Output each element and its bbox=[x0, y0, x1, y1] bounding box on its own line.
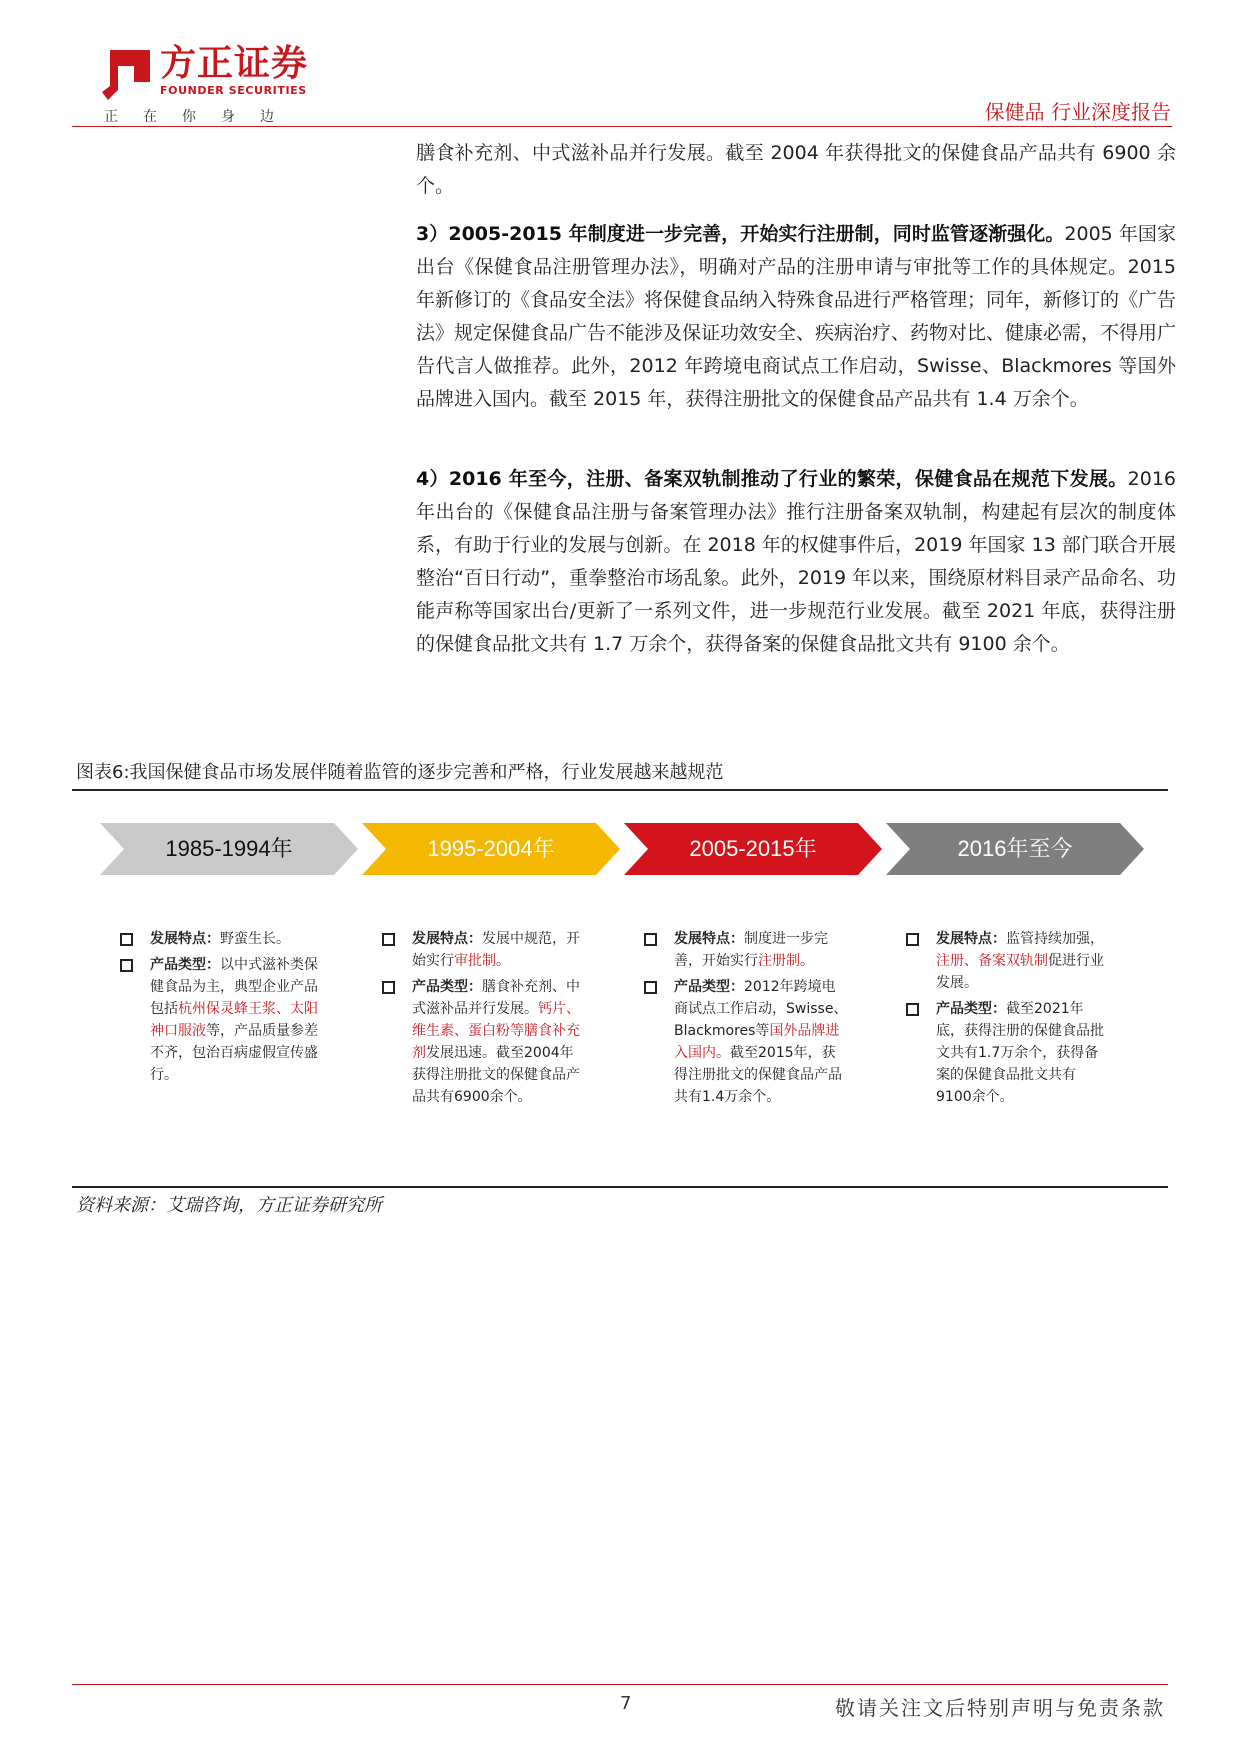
bullet-text: 制度进一步完善，开始实行 bbox=[674, 931, 828, 969]
bullet-text: 膳食补充剂、中式滋补品并行发展。 bbox=[412, 979, 580, 1017]
figure-source: 资料来源：艾瑞咨询，方正证券研究所 bbox=[76, 1195, 382, 1216]
paragraph-2016-now bbox=[416, 463, 1176, 661]
bullet-label: 发展特点： bbox=[150, 931, 220, 947]
checkbox-bullet-icon bbox=[382, 933, 395, 946]
brand-slogan: 正在你身边 bbox=[104, 109, 299, 125]
brand-name-en: FOUNDER SECURITIES bbox=[160, 84, 307, 97]
paragraph-continuation: 膳食补充剂、中式滋补品并行发展。截至 2004 年获得批文的保健食品产品共有 6900 余个。 bbox=[416, 142, 1176, 197]
bullet-highlight: 杭州保灵蜂王浆、太阳神口服液 bbox=[150, 1001, 318, 1039]
checkbox-bullet-icon bbox=[120, 959, 133, 972]
timeline-column-2 bbox=[382, 928, 587, 1112]
bullet-label: 发展特点： bbox=[412, 931, 482, 947]
bullet-product-type bbox=[382, 976, 587, 1108]
founder-logo-icon bbox=[100, 48, 158, 100]
timeline-column-3 bbox=[644, 928, 849, 1112]
header-divider bbox=[72, 126, 1172, 127]
bullet-dev-feature bbox=[382, 928, 587, 972]
figure-top-rule bbox=[72, 789, 1168, 791]
bullet-text: 监管持续加强， bbox=[1006, 931, 1104, 947]
paragraph-text: 2005 年国家出台《保健食品注册管理办法》，明确对产品的注册申请与审批等工作的具体规定。2015 年新修订的《食品安全法》将保健食品纳入特殊食品进行严格管理；同年，新修订的《广告法》规定保健食品广告不能涉及保证功效安全、疾病治疗、药物对比、健康必需，不得用广告代言人做推荐。此外，2012 年跨境电商试点工作启动，Swisse、Blackmores 等国外品牌进入国内。截至 2015 年，获得注册批文的保健食品产品共有 1.4 万余个。 bbox=[416, 223, 1177, 410]
bullet-highlight: 审批制 bbox=[454, 953, 496, 969]
bullet-dev-feature bbox=[644, 928, 849, 972]
checkbox-bullet-icon bbox=[382, 981, 395, 994]
bullet-dev-feature bbox=[906, 928, 1111, 994]
bullet-text: 发展迅速。截至2004年获得注册批文的保健食品产品共有6900余个。 bbox=[412, 1045, 580, 1105]
bullet-text: 野蛮生长。 bbox=[220, 931, 290, 947]
bullet-text: 2012年跨境电商试点工作启动，Swisse、Blackmores等 bbox=[674, 979, 848, 1039]
bullet-product-type bbox=[906, 998, 1111, 1108]
paragraph-heading: 3）2005-2015 年制度进一步完善，开始实行注册制，同时监管逐渐强化。 bbox=[416, 223, 1065, 245]
bullet-text: 。 bbox=[496, 953, 510, 969]
bullet-label: 产品类型： bbox=[150, 957, 220, 973]
footer-divider bbox=[72, 1684, 1168, 1685]
bullet-text: 发展中规范，开始实行 bbox=[412, 931, 580, 969]
brand-name-cn: 方正证券 bbox=[160, 43, 309, 84]
bullet-text: 截至2021年底，获得注册的保健食品批文共有1.7万余个，获得备案的保健食品批文共有9100余个。 bbox=[936, 1001, 1104, 1105]
timeline-stage-1 bbox=[100, 823, 358, 875]
timeline-stage-label: 1995-2004年 bbox=[427, 836, 555, 861]
bullet-highlight: 国外品牌进入国内 bbox=[674, 1023, 840, 1061]
timeline-stage-2 bbox=[362, 823, 620, 875]
checkbox-bullet-icon bbox=[906, 1003, 919, 1016]
bullet-highlight: 注册制 bbox=[758, 953, 800, 969]
figure-title: 图表6:我国保健食品市场发展伴随着监管的逐步完善和严格，行业发展越来越规范 bbox=[76, 762, 724, 783]
timeline-stage-label: 2005-2015年 bbox=[689, 836, 817, 861]
paragraph-text: 2016 年出台的《保健食品注册与备案管理办法》推行注册备案双轨制，构建起有层次的制度体系，有助于行业的发展与创新。在 2018 年的权健事件后，2019 年国家 13 部门联合开展整治“百日行动”，重拳整治市场乱象。此外，2019 年以来，围绕原材料目录产品命名、功能声称等国家出台/更新了一系列文件，进一步规范行业发展。截至 2021 年底，获得注册的保健食品批文共有 1.7 万余个，获得备案的保健食品批文共有 9100 余个。 bbox=[416, 468, 1176, 655]
timeline-stage-label: 1985-1994年 bbox=[165, 836, 293, 861]
checkbox-bullet-icon bbox=[906, 933, 919, 946]
report-type-label: 保健品 行业深度报告 bbox=[984, 100, 1171, 124]
bullet-label: 产品类型： bbox=[936, 1001, 1006, 1017]
bullet-label: 产品类型： bbox=[412, 979, 482, 995]
bullet-label: 产品类型： bbox=[674, 979, 744, 995]
bullet-product-type bbox=[120, 954, 325, 1086]
checkbox-bullet-icon bbox=[120, 933, 133, 946]
bullet-text: 。截至2015年，获得注册批文的保健食品产品共有1.4万余个。 bbox=[674, 1045, 842, 1105]
bullet-text: 促进行业发展。 bbox=[936, 953, 1104, 991]
bullet-label: 发展特点： bbox=[936, 931, 1006, 947]
paragraph-2005-2015 bbox=[416, 218, 1176, 416]
bullet-text: 以中式滋补类保健食品为主，典型企业产品包括 bbox=[150, 957, 318, 1017]
bullet-text: 。 bbox=[800, 953, 814, 969]
timeline-column-4 bbox=[906, 928, 1111, 1112]
bullet-highlight: 钙片、维生素、蛋白粉等膳食补充剂 bbox=[412, 1001, 580, 1061]
paragraph-heading: 4）2016 年至今，注册、备案双轨制推动了行业的繁荣，保健食品在规范下发展。 bbox=[416, 468, 1128, 490]
bullet-text: 等，产品质量参差不齐，包治百病虚假宣传盛行。 bbox=[150, 1023, 318, 1083]
page-number: 7 bbox=[620, 1693, 632, 1714]
checkbox-bullet-icon bbox=[644, 981, 657, 994]
disclaimer-link[interactable]: 敬请关注文后特别声明与免责条款 bbox=[835, 1696, 1165, 1720]
figure-bottom-rule bbox=[72, 1186, 1168, 1188]
bullet-dev-feature bbox=[120, 928, 325, 950]
timeline-stage-4 bbox=[886, 823, 1144, 875]
bullet-highlight: 注册、备案双轨制 bbox=[936, 953, 1048, 969]
checkbox-bullet-icon bbox=[644, 933, 657, 946]
bullet-label: 发展特点： bbox=[674, 931, 744, 947]
bullet-product-type bbox=[644, 976, 849, 1108]
timeline-column-1 bbox=[120, 928, 325, 1090]
timeline-stage-3 bbox=[624, 823, 882, 875]
timeline-stage-label: 2016年至今 bbox=[957, 836, 1073, 861]
